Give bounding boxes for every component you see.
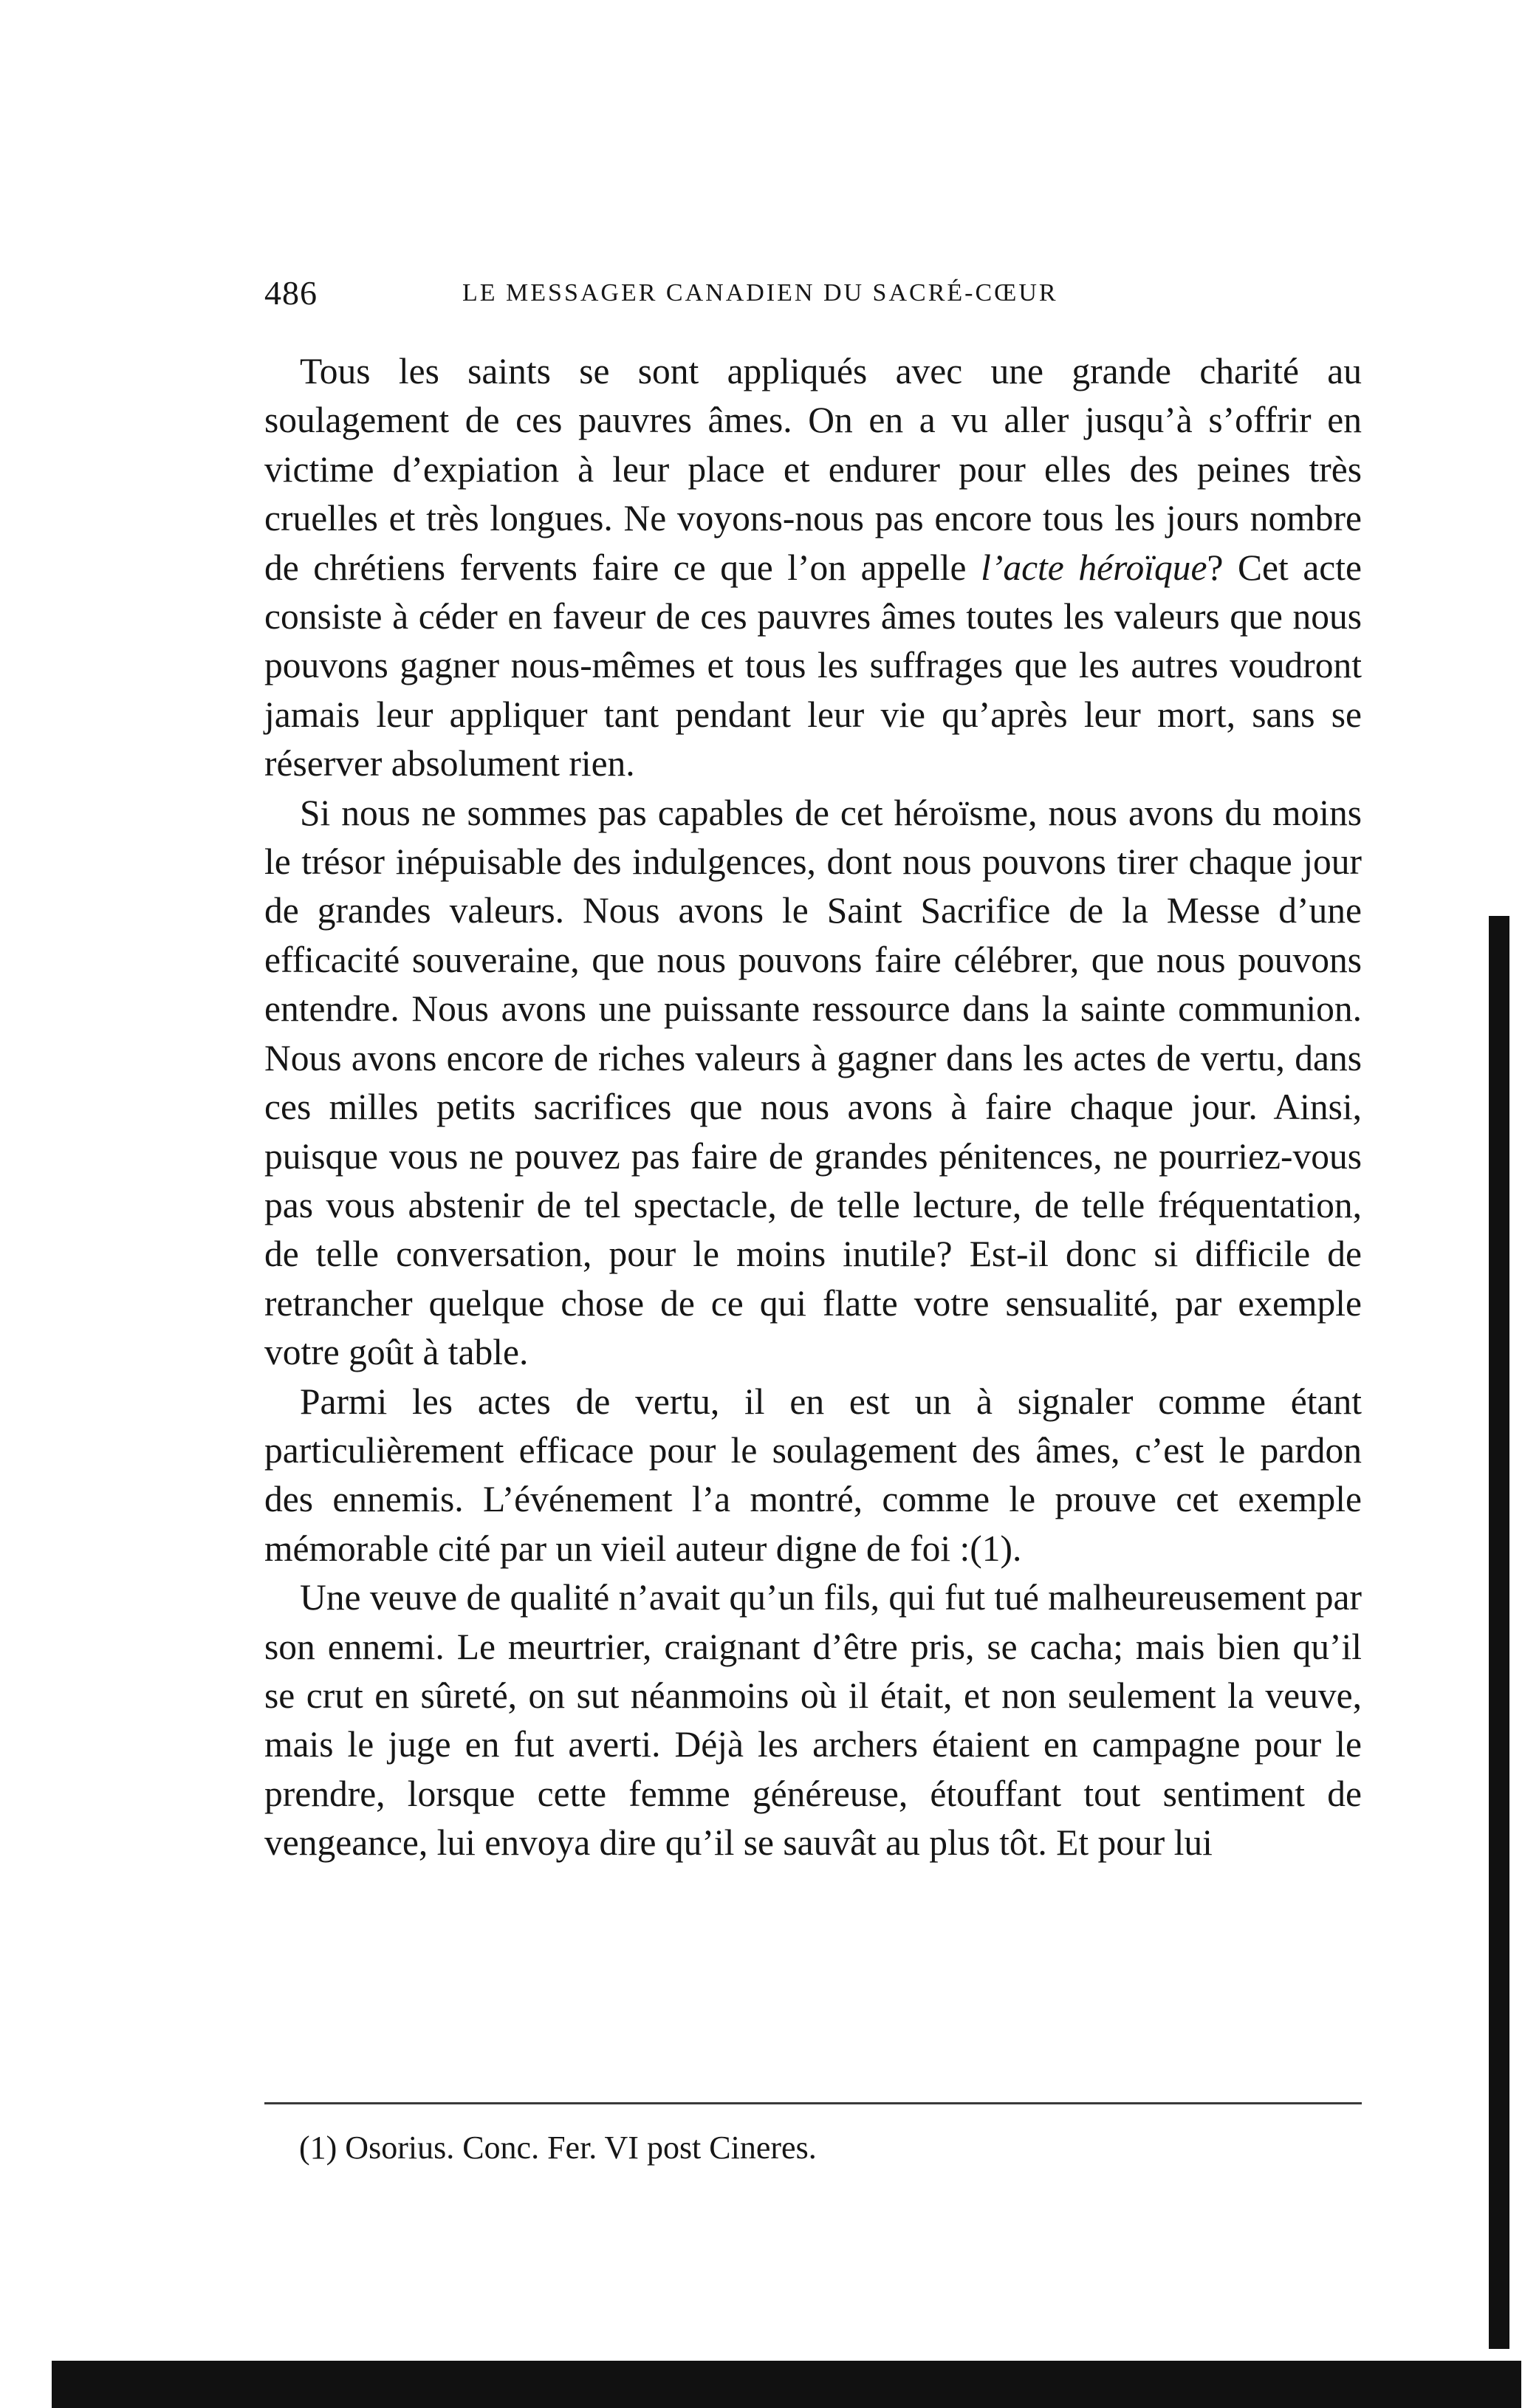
scan-edge-shadow-right	[1489, 916, 1509, 2349]
page-number: 486	[264, 274, 318, 312]
paragraph-text: ? Cet acte consiste à céder en faveur de ces pauvres âmes toutes les valeurs que nous pouvons gagner nous-mêmes et tous les suffrages que les autres voudront jamais leur appliquer tant pendant leur vie qu’après leur mort, sans se réserver absolument rien.	[264, 547, 1362, 784]
paragraph-indulgences: Si nous ne sommes pas capables de cet héroïsme, nous avons du moins le trésor inépuisable des indulgences, dont nous pouvons tirer chaque jour de grandes valeurs. Nous avons le Saint Sacrifice de la Messe d’une efficacité souveraine, que nous pouvons faire célébrer, que nous pouvons entendre. Nous avons une puissante ressource dans la sainte communion. Nous avons encore de riches valeurs à gagner dans les actes de vertu, dans ces milles petits sacrifices que nous avons à faire chaque jour. Ainsi, puisque vous ne pouvez pas faire de grandes pénitences, ne pourriez-vous pas vous abstenir de tel spectacle, de telle lecture, de telle fréquentation, de telle conversation, pour le moins inutile? Est-il donc si difficile de retrancher quelque chose de ce qui flatte votre sensualité, par exemple votre goût à table.	[264, 792, 1362, 1373]
paragraph-pardon: Parmi les actes de vertu, il en est un à signaler comme étant particulièrement efficace pour le soulagement des âmes, c’est le pardon des ennemis. L’événement l’a montré, comme le prouve cet exemple mémorable cité par un vieil auteur digne de foi :(1).	[264, 1381, 1362, 1569]
paragraph-text: Tous les saints se sont appliqués avec une grande charité au soulagement de ces pauvres âmes. On en a vu aller jusqu’à s’offrir en victime d’expiation à leur place et endurer pour elles des peines très cruelles et très longues. Ne voyons-nous pas encore tous les jours nombre de chrétiens fervents faire ce que l’on appelle	[264, 351, 1362, 588]
paragraph-heroic-act	[264, 347, 1362, 789]
footnote: (1) Osorius. Conc. Fer. VI post Cineres.	[299, 2130, 817, 2166]
paragraph-widow-story: Une veuve de qualité n’avait qu’un fils, qui fut tué malheureusement par son ennemi. Le meurtrier, craignant d’être pris, se cacha; mais bien qu’il se crut en sûreté, on sut néanmoins où il était, et non seulement la veuve, mais le juge en fut averti. Déjà les archers étaient en campagne pour le prendre, lorsque cette femme généreuse, étouffant tout sentiment de vengeance, lui envoya dire qu’il se sauvât au plus tôt. Et pour lui	[264, 1577, 1362, 1864]
running-title: LE MESSAGER CANADIEN DU SACRÉ-CŒUR	[462, 279, 1058, 307]
scan-edge-shadow-bottom	[52, 2361, 1521, 2408]
italic-term: l’acte héroïque	[981, 547, 1207, 588]
footnote-rule	[264, 2102, 1362, 2104]
body-text	[264, 347, 1362, 1868]
running-head	[264, 273, 1351, 318]
